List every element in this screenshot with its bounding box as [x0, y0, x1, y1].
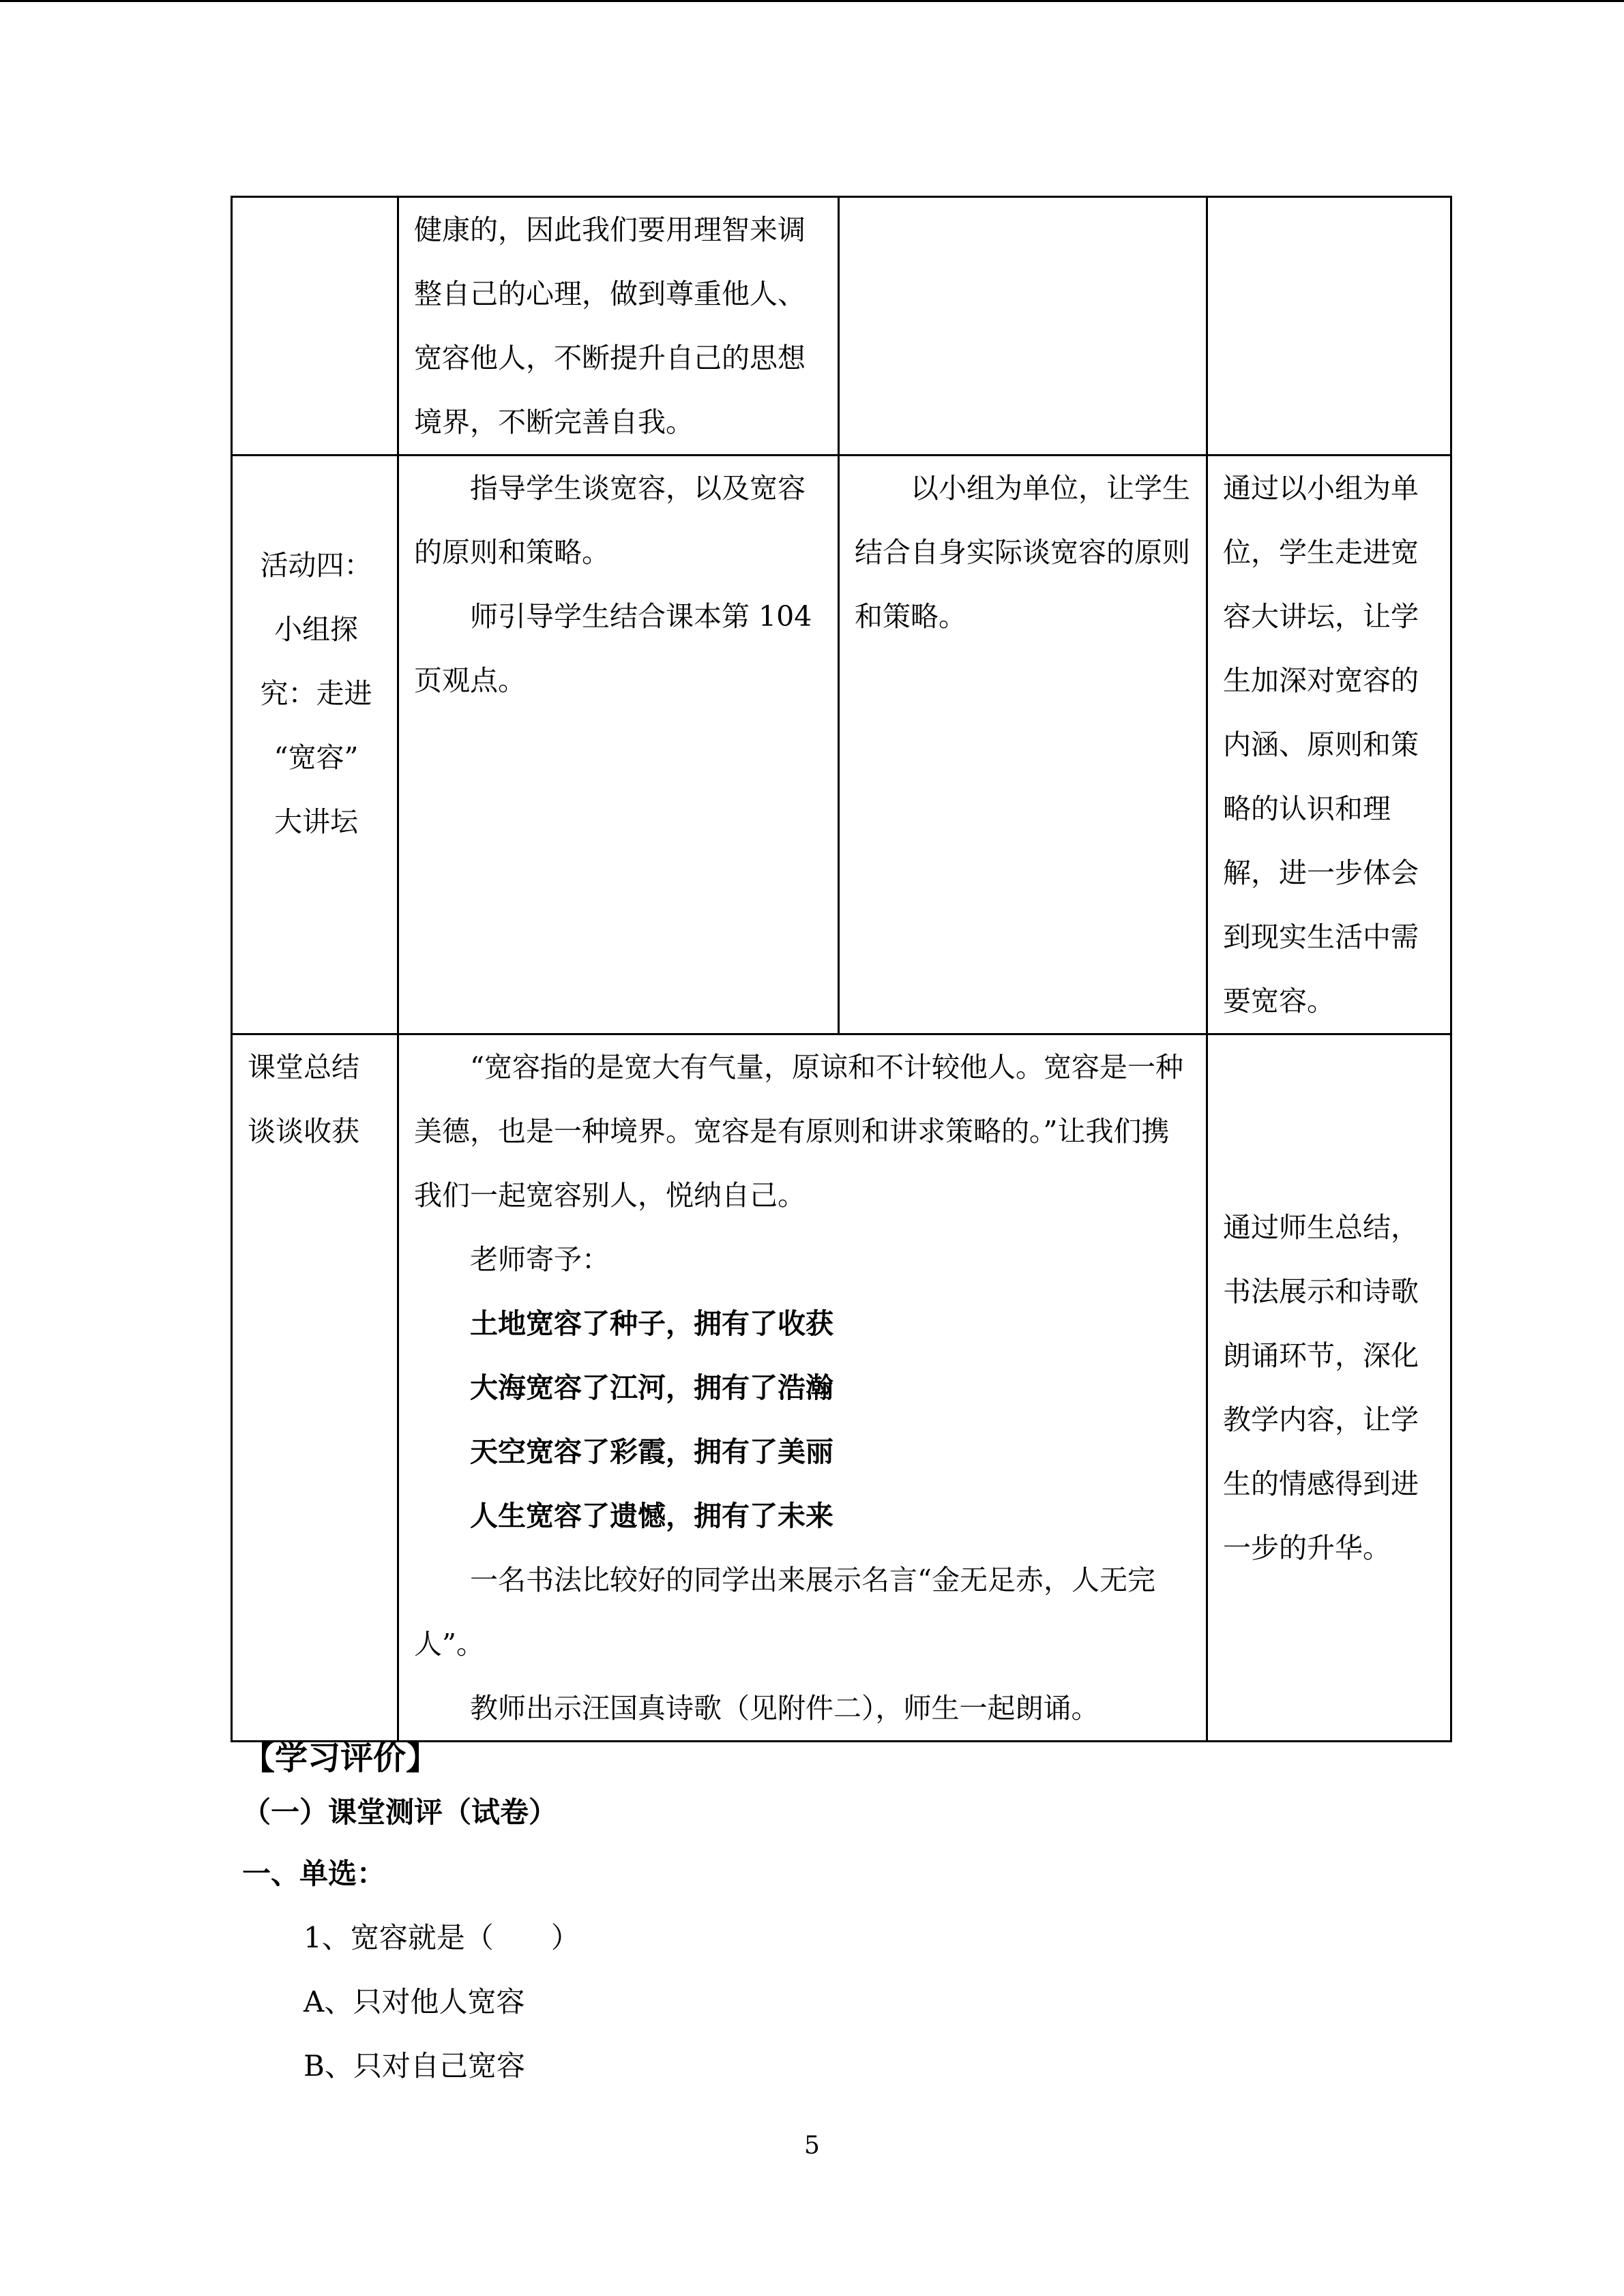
summary-intent-cell — [1207, 1034, 1451, 1742]
activity-title-line: 小组探 — [274, 613, 358, 646]
activity-title-line: 大讲坛 — [274, 805, 358, 838]
table-row — [232, 1034, 1451, 1742]
calligraphy-text: 一名书法比较好的同学出来展示名言“金无足赤，人无完人”。 — [414, 1564, 1155, 1660]
evaluation-subheading: （一）课堂测评（试卷） — [242, 1795, 558, 1829]
row1-col4-cell — [1207, 197, 1451, 456]
row1-col2-cell — [398, 197, 839, 456]
question-text: 1、宽容就是（ ） — [304, 1921, 580, 1954]
summary-title-line: 谈谈收获 — [248, 1115, 359, 1148]
page-top-border — [0, 0, 1624, 2]
summary-intent-text: 通过师生总结，书法展示和诗歌朗诵环节，深化教学内容，让学生的情感得到进一步的升华。 — [1223, 1211, 1419, 1564]
table-row — [232, 456, 1451, 1034]
option-b: B、只对自己宽容 — [304, 2049, 525, 2083]
row1-col1-cell — [232, 197, 398, 456]
student-activity-text: 以小组为单位，让学生结合自身实际谈宽容的原则和策略。 — [855, 472, 1190, 633]
lesson-plan-table — [231, 196, 1452, 1742]
design-intent-cell — [1207, 456, 1451, 1034]
poem-line: 人生宽容了遗憾，拥有了未来 — [470, 1500, 833, 1532]
poem-line: 土地宽容了种子，拥有了收获 — [470, 1307, 833, 1340]
teacher-message-label: 老师寄予： — [470, 1243, 610, 1276]
table-row — [232, 197, 1451, 456]
summary-intro-text: “宽容指的是宽大有气量，原谅和不计较他人。宽容是一种美德，也是一种境界。宽容是有原则和讲求策略的。”让我们携我们一起宽容别人，悦纳自己。 — [414, 1051, 1183, 1212]
design-intent-text: 通过以小组为单位，学生走进宽容大讲坛，让学生加深对宽容的内涵、原则和策略的认识和理解，进一步体会到现实生活中需要宽容。 — [1223, 472, 1419, 1017]
section-heading: 一、单选： — [242, 1857, 386, 1890]
summary-title-cell — [232, 1034, 398, 1742]
activity-four-title-cell — [232, 456, 398, 1034]
row1-col3-cell — [839, 197, 1207, 456]
recite-text: 教师出示汪国真诗歌（见附件二），师生一起朗诵。 — [470, 1692, 1099, 1725]
activity-title-line: 究：走进 — [260, 677, 372, 710]
teacher-activity-cell — [398, 456, 839, 1034]
activity-title-line: “宽容” — [274, 741, 359, 774]
summary-content-cell — [398, 1034, 1207, 1742]
page-number: 5 — [804, 2132, 820, 2160]
option-a: A、只对他人宽容 — [304, 1985, 525, 2018]
row1-col2-text: 健康的，因此我们要用理智来调整自己的心理，做到尊重他人、宽容他人，不断提升自己的思想境界，不断完善自我。 — [414, 213, 806, 438]
poem-line: 大海宽容了江河，拥有了浩瀚 — [470, 1371, 833, 1404]
student-activity-cell — [839, 456, 1207, 1034]
teacher-activity-text: 师引导学生结合课本第 104 页观点。 — [414, 600, 812, 697]
teacher-activity-text: 指导学生谈宽容，以及宽容的原则和策略。 — [414, 472, 806, 569]
evaluation-heading: 【学习评价】 — [242, 1739, 439, 1777]
activity-title-line: 活动四： — [260, 549, 372, 582]
summary-title-line: 课堂总结 — [248, 1051, 359, 1084]
poem-line: 天空宽容了彩霞，拥有了美丽 — [470, 1435, 833, 1468]
